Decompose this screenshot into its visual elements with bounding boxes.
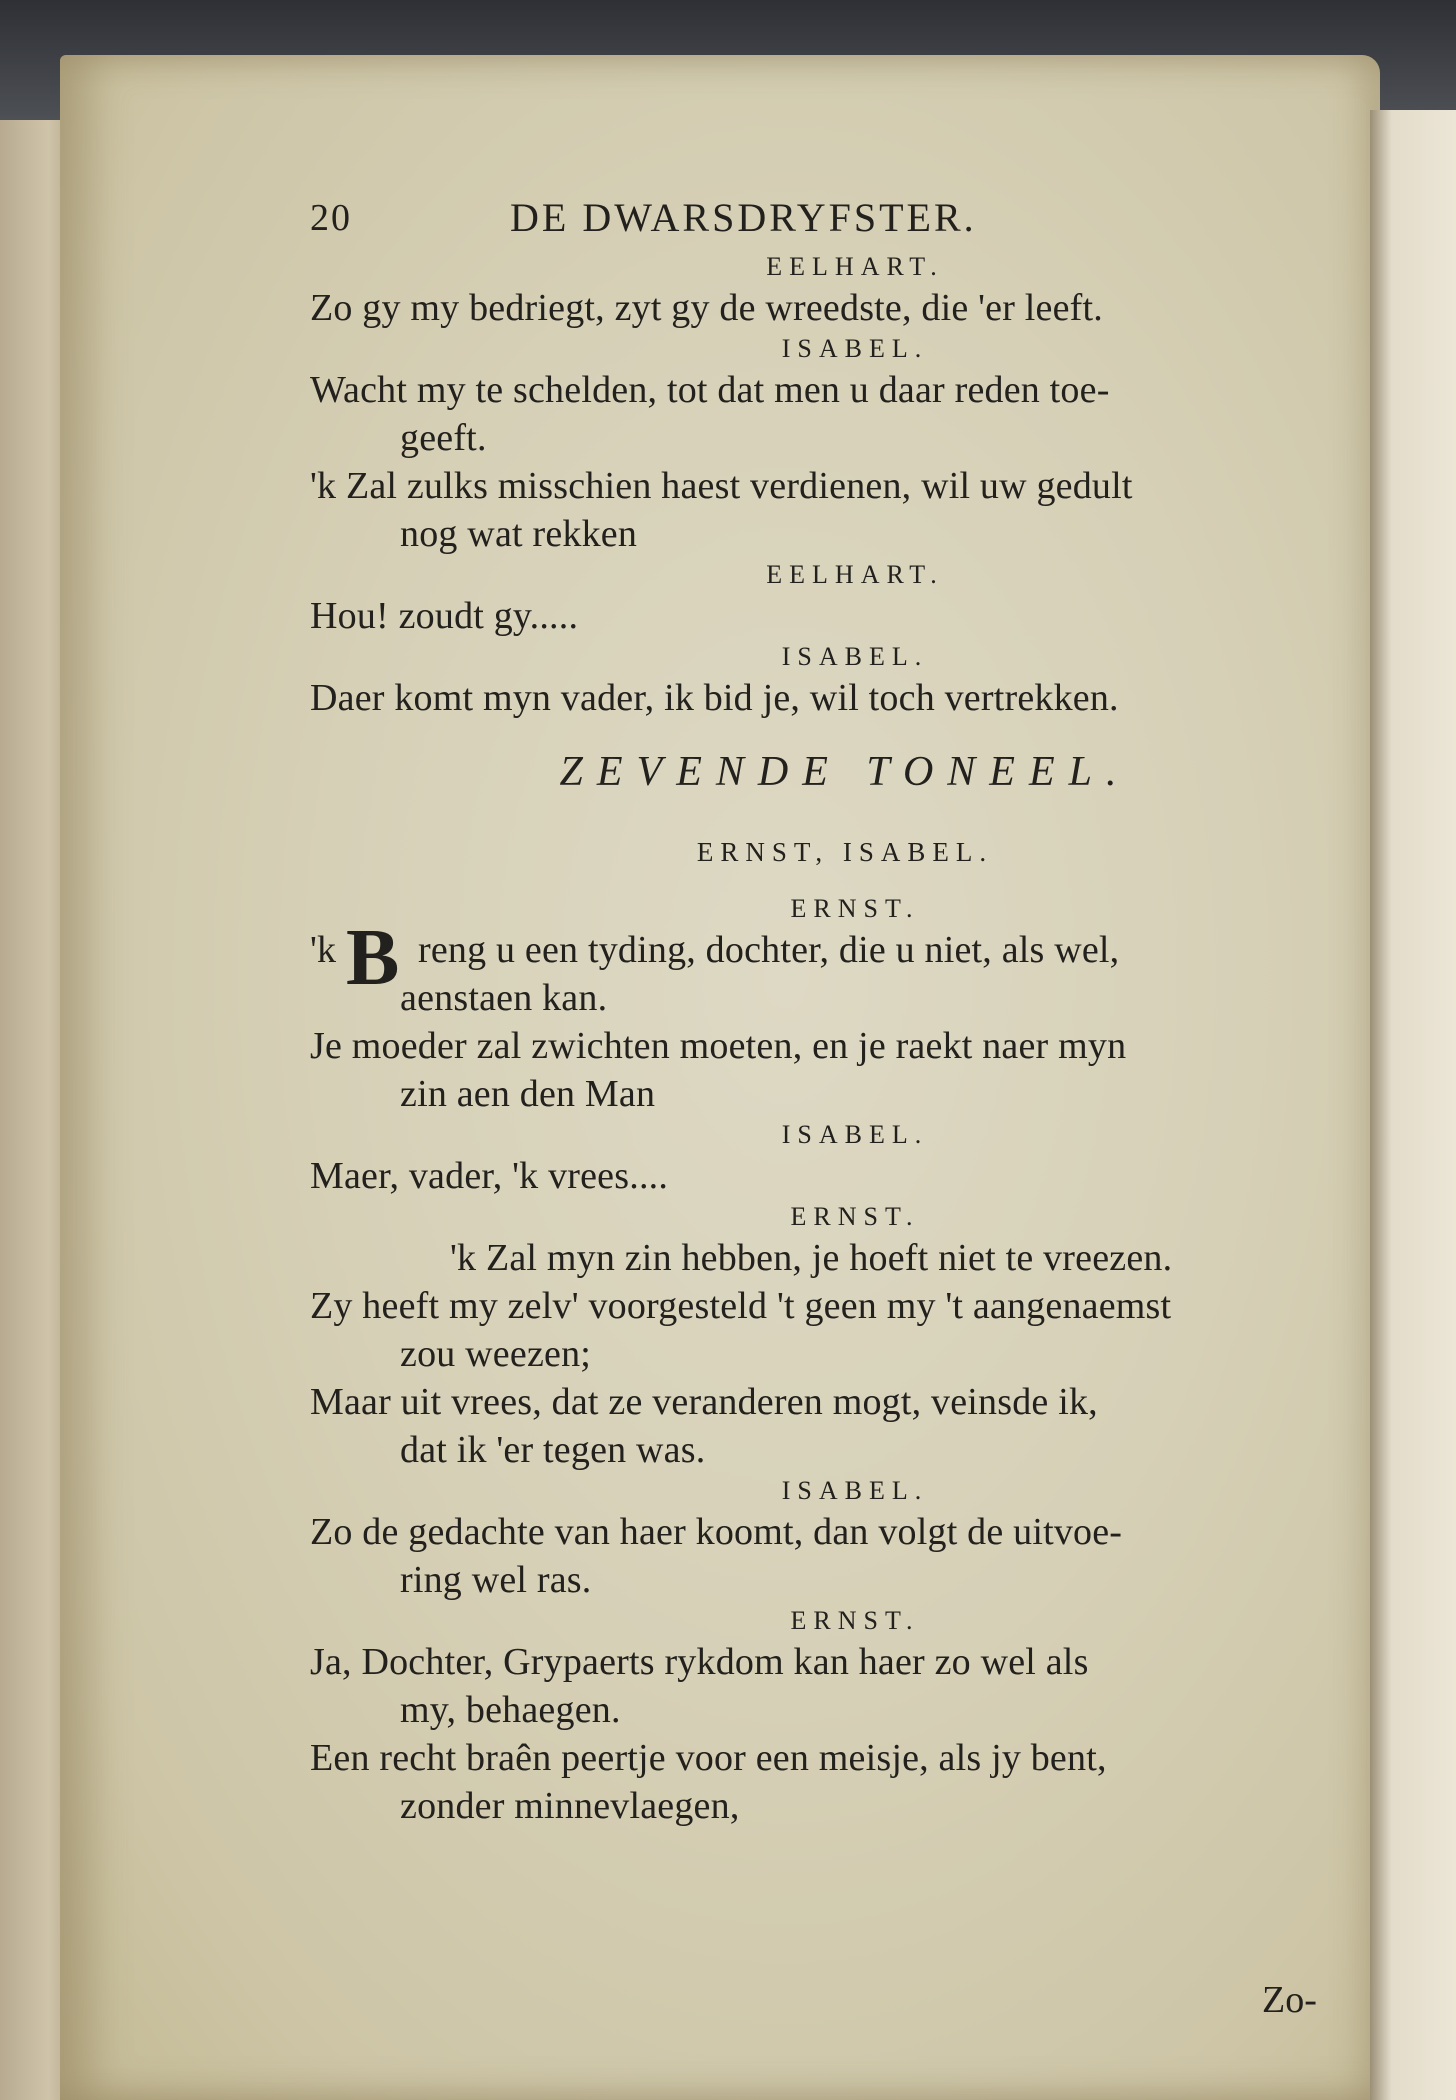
verse-line: Ja, Dochter, Grypaerts rykdom kan haer zo wel als [310, 1641, 1089, 1683]
verse-line-continuation: my, behaegen. [400, 1689, 621, 1731]
verse-line: Hou! zoudt gy..... [310, 595, 579, 637]
verse-line: Een recht braên peertje voor een meisje, als jy bent, [310, 1737, 1107, 1779]
verse-line-continuation: aenstaen kan. [400, 977, 608, 1019]
running-head [310, 190, 1340, 250]
verse-line [310, 926, 1340, 974]
speaker-name: EELHART. [766, 560, 944, 589]
verse-line-continuation: zonder minnevlaegen, [400, 1785, 740, 1827]
drop-cap: B [346, 914, 400, 1002]
catchword: Zo- [1262, 1979, 1317, 2021]
page-number: 20 [310, 197, 352, 239]
verse-line-continuation: zou weezen; [400, 1333, 592, 1375]
verse-line-continuation: nog wat rekken [400, 513, 638, 555]
speaker-name: ISABEL. [781, 334, 929, 363]
speaker-name: ERNST. [790, 1606, 920, 1635]
verse-line: Maar uit vrees, dat ze veranderen mogt, veinsde ik, [310, 1381, 1098, 1423]
speaker-name: ERNST. [790, 1202, 920, 1231]
verse-line: Maer, vader, 'k vrees.... [310, 1155, 669, 1197]
verse-line: 'k Zal myn zin hebben, je hoeft niet te vreezen. [450, 1237, 1173, 1279]
verse-line: Daer komt myn vader, ik bid je, wil toch vertrekken. [310, 677, 1119, 719]
verse-line-continuation: dat ik 'er tegen was. [400, 1429, 706, 1471]
facing-page-edge [1370, 110, 1456, 2100]
running-title: DE DWARSDRYFSTER. [510, 195, 977, 240]
verse-lead: 'k [310, 929, 337, 971]
verse-line: Je moeder zal zwichten moeten, en je raekt naer myn [310, 1025, 1127, 1067]
page-text [310, 190, 1340, 1830]
speaker-name: ISABEL. [781, 1476, 929, 1505]
verse-line: Zy heeft my zelv' voorgesteld 't geen my 't aangenaemst [310, 1285, 1172, 1327]
verse-line-continuation: geeft. [400, 417, 487, 459]
dialogue-block-1 [310, 250, 1340, 722]
verse-line: Zo de gedachte van haer koomt, dan volgt de uitvoe- [310, 1511, 1123, 1553]
dialogue-block-2 [310, 974, 1340, 1830]
cast-list: ERNST, ISABEL. [696, 837, 994, 867]
verse-line-continuation: ring wel ras. [400, 1559, 592, 1601]
speaker-name: ISABEL. [781, 642, 929, 671]
scene-heading: ZEVENDE TONEEL. [559, 749, 1131, 795]
verse-line-continuation: zin aen den Man [400, 1073, 656, 1115]
speaker-name: ERNST. [790, 894, 920, 923]
verse-line: Wacht my te schelden, tot dat men u daar reden toe- [310, 369, 1110, 411]
verse-line: 'k Zal zulks misschien haest verdienen, wil uw gedult [310, 465, 1133, 507]
speaker-name: ISABEL. [781, 1120, 929, 1149]
speaker-name: EELHART. [766, 252, 944, 281]
verse-rest: reng u een tyding, dochter, die u niet, als wel, [418, 929, 1120, 971]
verse-line: Zo gy my bedriegt, zyt gy de wreedste, die 'er leeft. [310, 287, 1103, 329]
